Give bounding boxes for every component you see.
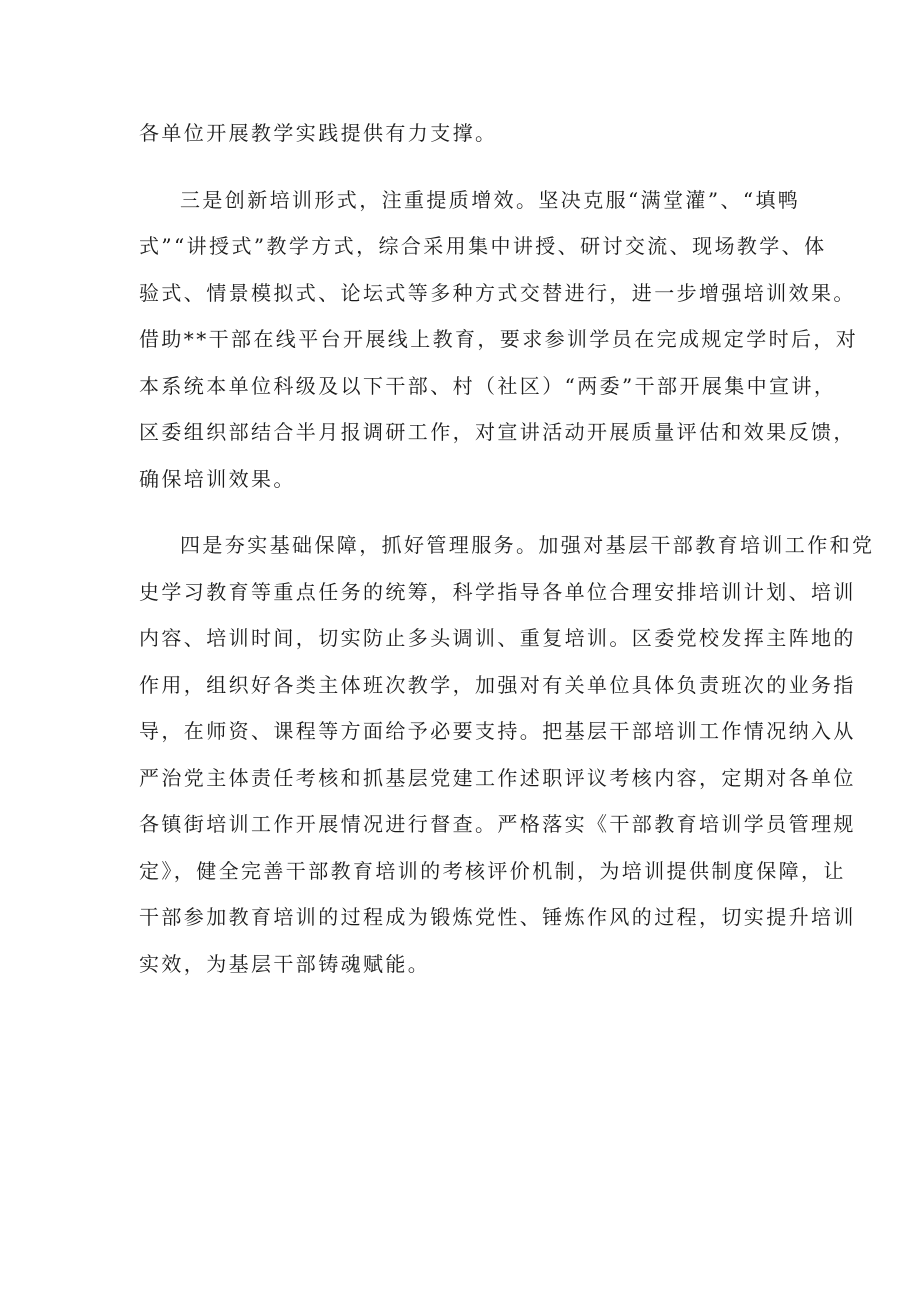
- text-line: 借助**干部在线平台开展线上教育，要求参训学员在完成规定学时后，对: [139, 327, 859, 351]
- text-line: 验式、情景模拟式、论坛式等多种方式交替进行，进一步增强培训效果。: [139, 281, 856, 305]
- text-line: 本系统本单位科级及以下干部、村（社区）“两委”干部开展集中宣讲，: [139, 374, 837, 398]
- text-line: 干部参加教育培训的过程成为锻炼党性、锤炼作风的过程，切实提升培训: [139, 905, 856, 929]
- text-line: 内容、培训时间，切实防止多头调训、重复培训。区委党校发挥主阵地的: [139, 626, 856, 650]
- text-line: 定》，健全完善干部教育培训的考核评价机制，为培训提供制度保障，让: [139, 859, 846, 883]
- text-line: 式”“讲授式”教学方式，综合采用集中讲授、研讨交流、现场教学、体: [139, 234, 827, 258]
- text-line: 各镇街培训工作开展情况进行督查。严格落实《干部教育培训学员管理规: [139, 812, 856, 836]
- text-line: 实效，为基层干部铸魂赋能。: [139, 952, 431, 976]
- text-line: 严治党主体责任考核和抓基层党建工作述职评议考核内容，定期对各单位: [139, 766, 856, 790]
- text-line: 导，在师资、课程等方面给予必要支持。把基层干部培训工作情况纳入从: [139, 719, 856, 743]
- text-line: 各单位开展教学实践提供有力支撑。: [139, 121, 498, 145]
- text-line: 确保培训效果。: [139, 467, 296, 491]
- text-line: 四是夯实基础保障，抓好管理服务。加强对基层干部教育培训工作和党: [180, 533, 875, 557]
- text-line: 作用，组织好各类主体班次教学，加强对有关单位具体负责班次的业务指: [139, 673, 856, 697]
- text-line: 史学习教育等重点任务的统筹，科学指导各单位合理安排培训计划、培训: [139, 580, 856, 604]
- text-line: 区委组织部结合半月报调研工作，对宣讲活动开展质量评估和效果反馈，: [139, 420, 856, 444]
- text-line: 三是创新培训形式，注重提质增效。坚决克服“满堂灌”、“填鸭: [180, 188, 801, 212]
